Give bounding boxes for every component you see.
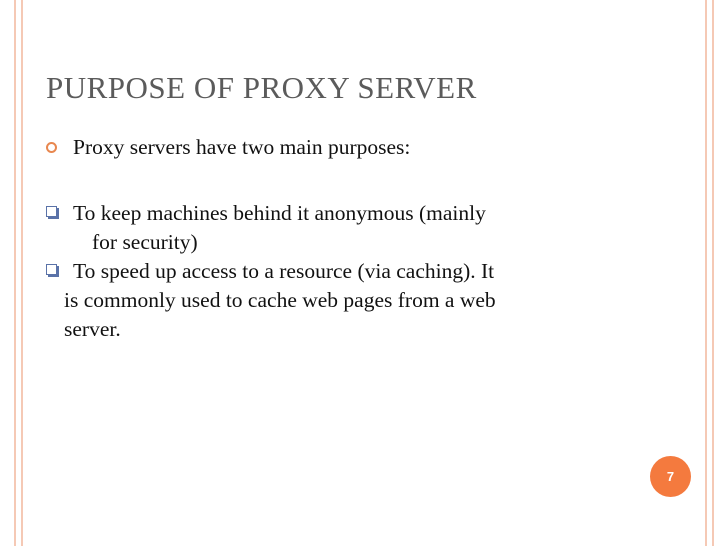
page-number-badge: 7 bbox=[650, 456, 691, 497]
bullet-text-continuation: server. bbox=[64, 317, 121, 341]
square-bullet-icon bbox=[46, 206, 57, 217]
bullet-text: To speed up access to a resource (via caching). It bbox=[73, 259, 495, 283]
bullet-text: To keep machines behind it anonymous (mainly bbox=[73, 201, 486, 225]
bullet-text: Proxy servers have two main purposes: bbox=[73, 135, 411, 159]
right-border-outer bbox=[712, 0, 714, 546]
bullet-item bbox=[46, 257, 646, 344]
left-border-inner bbox=[21, 0, 23, 546]
bullet-item bbox=[46, 133, 646, 162]
square-bullet-icon bbox=[46, 264, 57, 275]
bullet-text-continuation: for security) bbox=[92, 230, 198, 254]
slide-title: PURPOSE OF PROXY SERVER bbox=[46, 70, 477, 105]
left-border-outer bbox=[14, 0, 16, 546]
circle-bullet-icon bbox=[46, 142, 57, 153]
bullet-item bbox=[46, 199, 646, 257]
slide-content bbox=[46, 133, 646, 344]
bullet-text-continuation: is commonly used to cache web pages from a web bbox=[64, 288, 496, 312]
right-border-inner bbox=[705, 0, 707, 546]
